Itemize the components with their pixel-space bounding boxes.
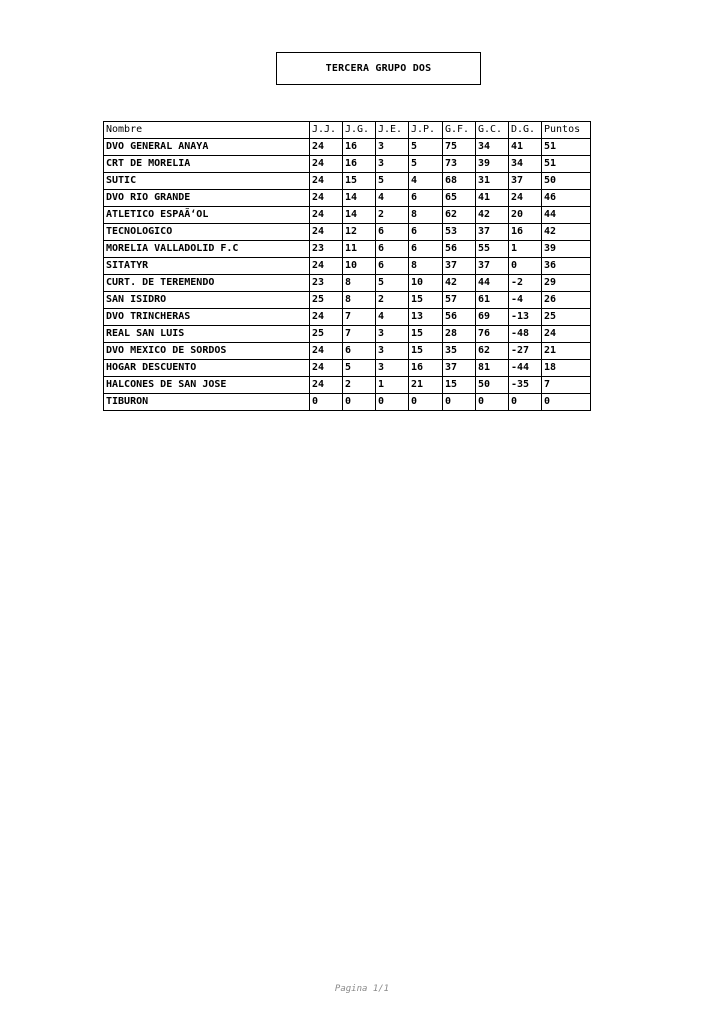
stat-cell-jg: 11 <box>343 241 376 258</box>
stat-cell-jp: 6 <box>409 190 443 207</box>
stat-cell-jj: 0 <box>310 394 343 411</box>
team-name-cell: MORELIA VALLADOLID F.C <box>104 241 310 258</box>
stat-cell-jp: 13 <box>409 309 443 326</box>
table-row <box>104 326 591 343</box>
stat-cell-puntos: 51 <box>542 139 591 156</box>
stat-cell-jg: 5 <box>343 360 376 377</box>
table-row <box>104 275 591 292</box>
stat-cell-je: 3 <box>376 139 409 156</box>
team-name-cell: DVO RIO GRANDE <box>104 190 310 207</box>
stat-cell-jg: 8 <box>343 292 376 309</box>
table-header-row <box>104 122 591 139</box>
stat-cell-je: 4 <box>376 309 409 326</box>
stat-cell-dg: 20 <box>509 207 542 224</box>
stat-cell-jj: 24 <box>310 173 343 190</box>
table-row <box>104 309 591 326</box>
stat-cell-jg: 14 <box>343 190 376 207</box>
stat-cell-gf: 57 <box>443 292 476 309</box>
stat-cell-jp: 8 <box>409 258 443 275</box>
table-row <box>104 343 591 360</box>
stat-cell-jj: 25 <box>310 326 343 343</box>
stat-cell-gf: 35 <box>443 343 476 360</box>
stat-cell-jj: 24 <box>310 156 343 173</box>
page-title: TERCERA GRUPO DOS <box>276 52 481 85</box>
column-header-jg: J.G. <box>343 122 376 139</box>
stat-cell-gf: 65 <box>443 190 476 207</box>
stat-cell-je: 2 <box>376 207 409 224</box>
stat-cell-jg: 6 <box>343 343 376 360</box>
team-name-cell: SAN ISIDRO <box>104 292 310 309</box>
stat-cell-jp: 5 <box>409 139 443 156</box>
team-name-cell: SUTIC <box>104 173 310 190</box>
stat-cell-dg: 1 <box>509 241 542 258</box>
stat-cell-jg: 0 <box>343 394 376 411</box>
page-footer: Pagina 1/1 <box>334 984 390 994</box>
stat-cell-je: 6 <box>376 241 409 258</box>
column-header-gc: G.C. <box>476 122 509 139</box>
standings-table <box>103 121 591 411</box>
stat-cell-jj: 24 <box>310 190 343 207</box>
stat-cell-jg: 16 <box>343 156 376 173</box>
stat-cell-dg: -27 <box>509 343 542 360</box>
stat-cell-puntos: 36 <box>542 258 591 275</box>
stat-cell-gf: 53 <box>443 224 476 241</box>
table-row <box>104 394 591 411</box>
table-row <box>104 139 591 156</box>
stat-cell-jg: 14 <box>343 207 376 224</box>
stat-cell-je: 5 <box>376 275 409 292</box>
column-header-je: J.E. <box>376 122 409 139</box>
stat-cell-jg: 15 <box>343 173 376 190</box>
stat-cell-jp: 0 <box>409 394 443 411</box>
stat-cell-gc: 62 <box>476 343 509 360</box>
stat-cell-jj: 24 <box>310 377 343 394</box>
column-header-jj: J.J. <box>310 122 343 139</box>
table-row <box>104 241 591 258</box>
stat-cell-jp: 5 <box>409 156 443 173</box>
table-row <box>104 360 591 377</box>
column-header-jp: J.P. <box>409 122 443 139</box>
stat-cell-gf: 56 <box>443 309 476 326</box>
stat-cell-gf: 42 <box>443 275 476 292</box>
stat-cell-gc: 39 <box>476 156 509 173</box>
stat-cell-dg: 41 <box>509 139 542 156</box>
team-name-cell: DVO TRINCHERAS <box>104 309 310 326</box>
stat-cell-gc: 0 <box>476 394 509 411</box>
stat-cell-dg: -2 <box>509 275 542 292</box>
stat-cell-puntos: 26 <box>542 292 591 309</box>
stat-cell-jg: 12 <box>343 224 376 241</box>
stat-cell-jj: 25 <box>310 292 343 309</box>
stat-cell-jp: 10 <box>409 275 443 292</box>
stat-cell-jp: 15 <box>409 292 443 309</box>
stat-cell-jp: 8 <box>409 207 443 224</box>
stat-cell-dg: -48 <box>509 326 542 343</box>
stat-cell-gc: 81 <box>476 360 509 377</box>
stat-cell-je: 3 <box>376 360 409 377</box>
stat-cell-je: 2 <box>376 292 409 309</box>
team-name-cell: HALCONES DE SAN JOSE <box>104 377 310 394</box>
column-header-gf: G.F. <box>443 122 476 139</box>
table-row <box>104 377 591 394</box>
team-name-cell: DVO GENERAL ANAYA <box>104 139 310 156</box>
stat-cell-jp: 4 <box>409 173 443 190</box>
stat-cell-puntos: 39 <box>542 241 591 258</box>
stat-cell-je: 1 <box>376 377 409 394</box>
table-row <box>104 292 591 309</box>
stat-cell-gc: 42 <box>476 207 509 224</box>
stat-cell-jj: 24 <box>310 309 343 326</box>
stat-cell-gf: 28 <box>443 326 476 343</box>
stat-cell-gf: 37 <box>443 258 476 275</box>
stat-cell-puntos: 25 <box>542 309 591 326</box>
stat-cell-gf: 73 <box>443 156 476 173</box>
stat-cell-jj: 24 <box>310 224 343 241</box>
table-row <box>104 224 591 241</box>
team-name-cell: TECNOLOGICO <box>104 224 310 241</box>
stat-cell-gf: 37 <box>443 360 476 377</box>
stat-cell-je: 5 <box>376 173 409 190</box>
table-body <box>104 139 591 411</box>
stat-cell-gf: 62 <box>443 207 476 224</box>
stat-cell-dg: 37 <box>509 173 542 190</box>
stat-cell-je: 6 <box>376 224 409 241</box>
stat-cell-je: 3 <box>376 326 409 343</box>
stat-cell-jp: 6 <box>409 241 443 258</box>
stat-cell-dg: -35 <box>509 377 542 394</box>
stat-cell-gc: 55 <box>476 241 509 258</box>
stat-cell-puntos: 50 <box>542 173 591 190</box>
stat-cell-puntos: 46 <box>542 190 591 207</box>
stat-cell-gc: 69 <box>476 309 509 326</box>
stat-cell-jp: 15 <box>409 326 443 343</box>
stat-cell-dg: 34 <box>509 156 542 173</box>
stat-cell-jg: 10 <box>343 258 376 275</box>
stat-cell-jp: 6 <box>409 224 443 241</box>
stat-cell-dg: 24 <box>509 190 542 207</box>
stat-cell-gf: 75 <box>443 139 476 156</box>
stat-cell-gf: 15 <box>443 377 476 394</box>
stat-cell-puntos: 24 <box>542 326 591 343</box>
stat-cell-dg: 0 <box>509 394 542 411</box>
stat-cell-puntos: 51 <box>542 156 591 173</box>
stat-cell-gc: 37 <box>476 224 509 241</box>
team-name-cell: REAL SAN LUIS <box>104 326 310 343</box>
stat-cell-jj: 24 <box>310 343 343 360</box>
table-row <box>104 207 591 224</box>
stat-cell-gc: 34 <box>476 139 509 156</box>
stat-cell-gf: 56 <box>443 241 476 258</box>
table-row <box>104 190 591 207</box>
stat-cell-je: 3 <box>376 156 409 173</box>
stat-cell-je: 0 <box>376 394 409 411</box>
stat-cell-gc: 37 <box>476 258 509 275</box>
stat-cell-gf: 68 <box>443 173 476 190</box>
stat-cell-dg: -13 <box>509 309 542 326</box>
stat-cell-jg: 2 <box>343 377 376 394</box>
stat-cell-gc: 44 <box>476 275 509 292</box>
stat-cell-jj: 23 <box>310 241 343 258</box>
stat-cell-dg: -44 <box>509 360 542 377</box>
stat-cell-jg: 8 <box>343 275 376 292</box>
stat-cell-jg: 7 <box>343 326 376 343</box>
stat-cell-puntos: 29 <box>542 275 591 292</box>
stat-cell-puntos: 0 <box>542 394 591 411</box>
stat-cell-je: 6 <box>376 258 409 275</box>
stat-cell-dg: 16 <box>509 224 542 241</box>
stat-cell-jj: 24 <box>310 360 343 377</box>
stat-cell-puntos: 7 <box>542 377 591 394</box>
stat-cell-puntos: 18 <box>542 360 591 377</box>
stat-cell-jp: 16 <box>409 360 443 377</box>
column-header-dg: D.G. <box>509 122 542 139</box>
stat-cell-puntos: 44 <box>542 207 591 224</box>
stat-cell-je: 4 <box>376 190 409 207</box>
stat-cell-jj: 23 <box>310 275 343 292</box>
stat-cell-jp: 15 <box>409 343 443 360</box>
team-name-cell: ATLETICO ESPAÃ‘OL <box>104 207 310 224</box>
table-row <box>104 156 591 173</box>
table-row <box>104 173 591 190</box>
stat-cell-jj: 24 <box>310 139 343 156</box>
column-header-name: Nombre <box>104 122 310 139</box>
stat-cell-gc: 50 <box>476 377 509 394</box>
stat-cell-puntos: 42 <box>542 224 591 241</box>
stat-cell-dg: -4 <box>509 292 542 309</box>
stat-cell-gc: 76 <box>476 326 509 343</box>
stat-cell-jp: 21 <box>409 377 443 394</box>
stat-cell-gc: 61 <box>476 292 509 309</box>
stat-cell-dg: 0 <box>509 258 542 275</box>
team-name-cell: CURT. DE TEREMENDO <box>104 275 310 292</box>
stat-cell-gf: 0 <box>443 394 476 411</box>
stat-cell-jj: 24 <box>310 207 343 224</box>
team-name-cell: SITATYR <box>104 258 310 275</box>
stat-cell-je: 3 <box>376 343 409 360</box>
team-name-cell: CRT DE MORELIA <box>104 156 310 173</box>
column-header-puntos: Puntos <box>542 122 591 139</box>
stat-cell-gc: 31 <box>476 173 509 190</box>
team-name-cell: DVO MEXICO DE SORDOS <box>104 343 310 360</box>
table-row <box>104 258 591 275</box>
stat-cell-jj: 24 <box>310 258 343 275</box>
team-name-cell: TIBURON <box>104 394 310 411</box>
stat-cell-gc: 41 <box>476 190 509 207</box>
stat-cell-puntos: 21 <box>542 343 591 360</box>
team-name-cell: HOGAR DESCUENTO <box>104 360 310 377</box>
stat-cell-jg: 7 <box>343 309 376 326</box>
stat-cell-jg: 16 <box>343 139 376 156</box>
